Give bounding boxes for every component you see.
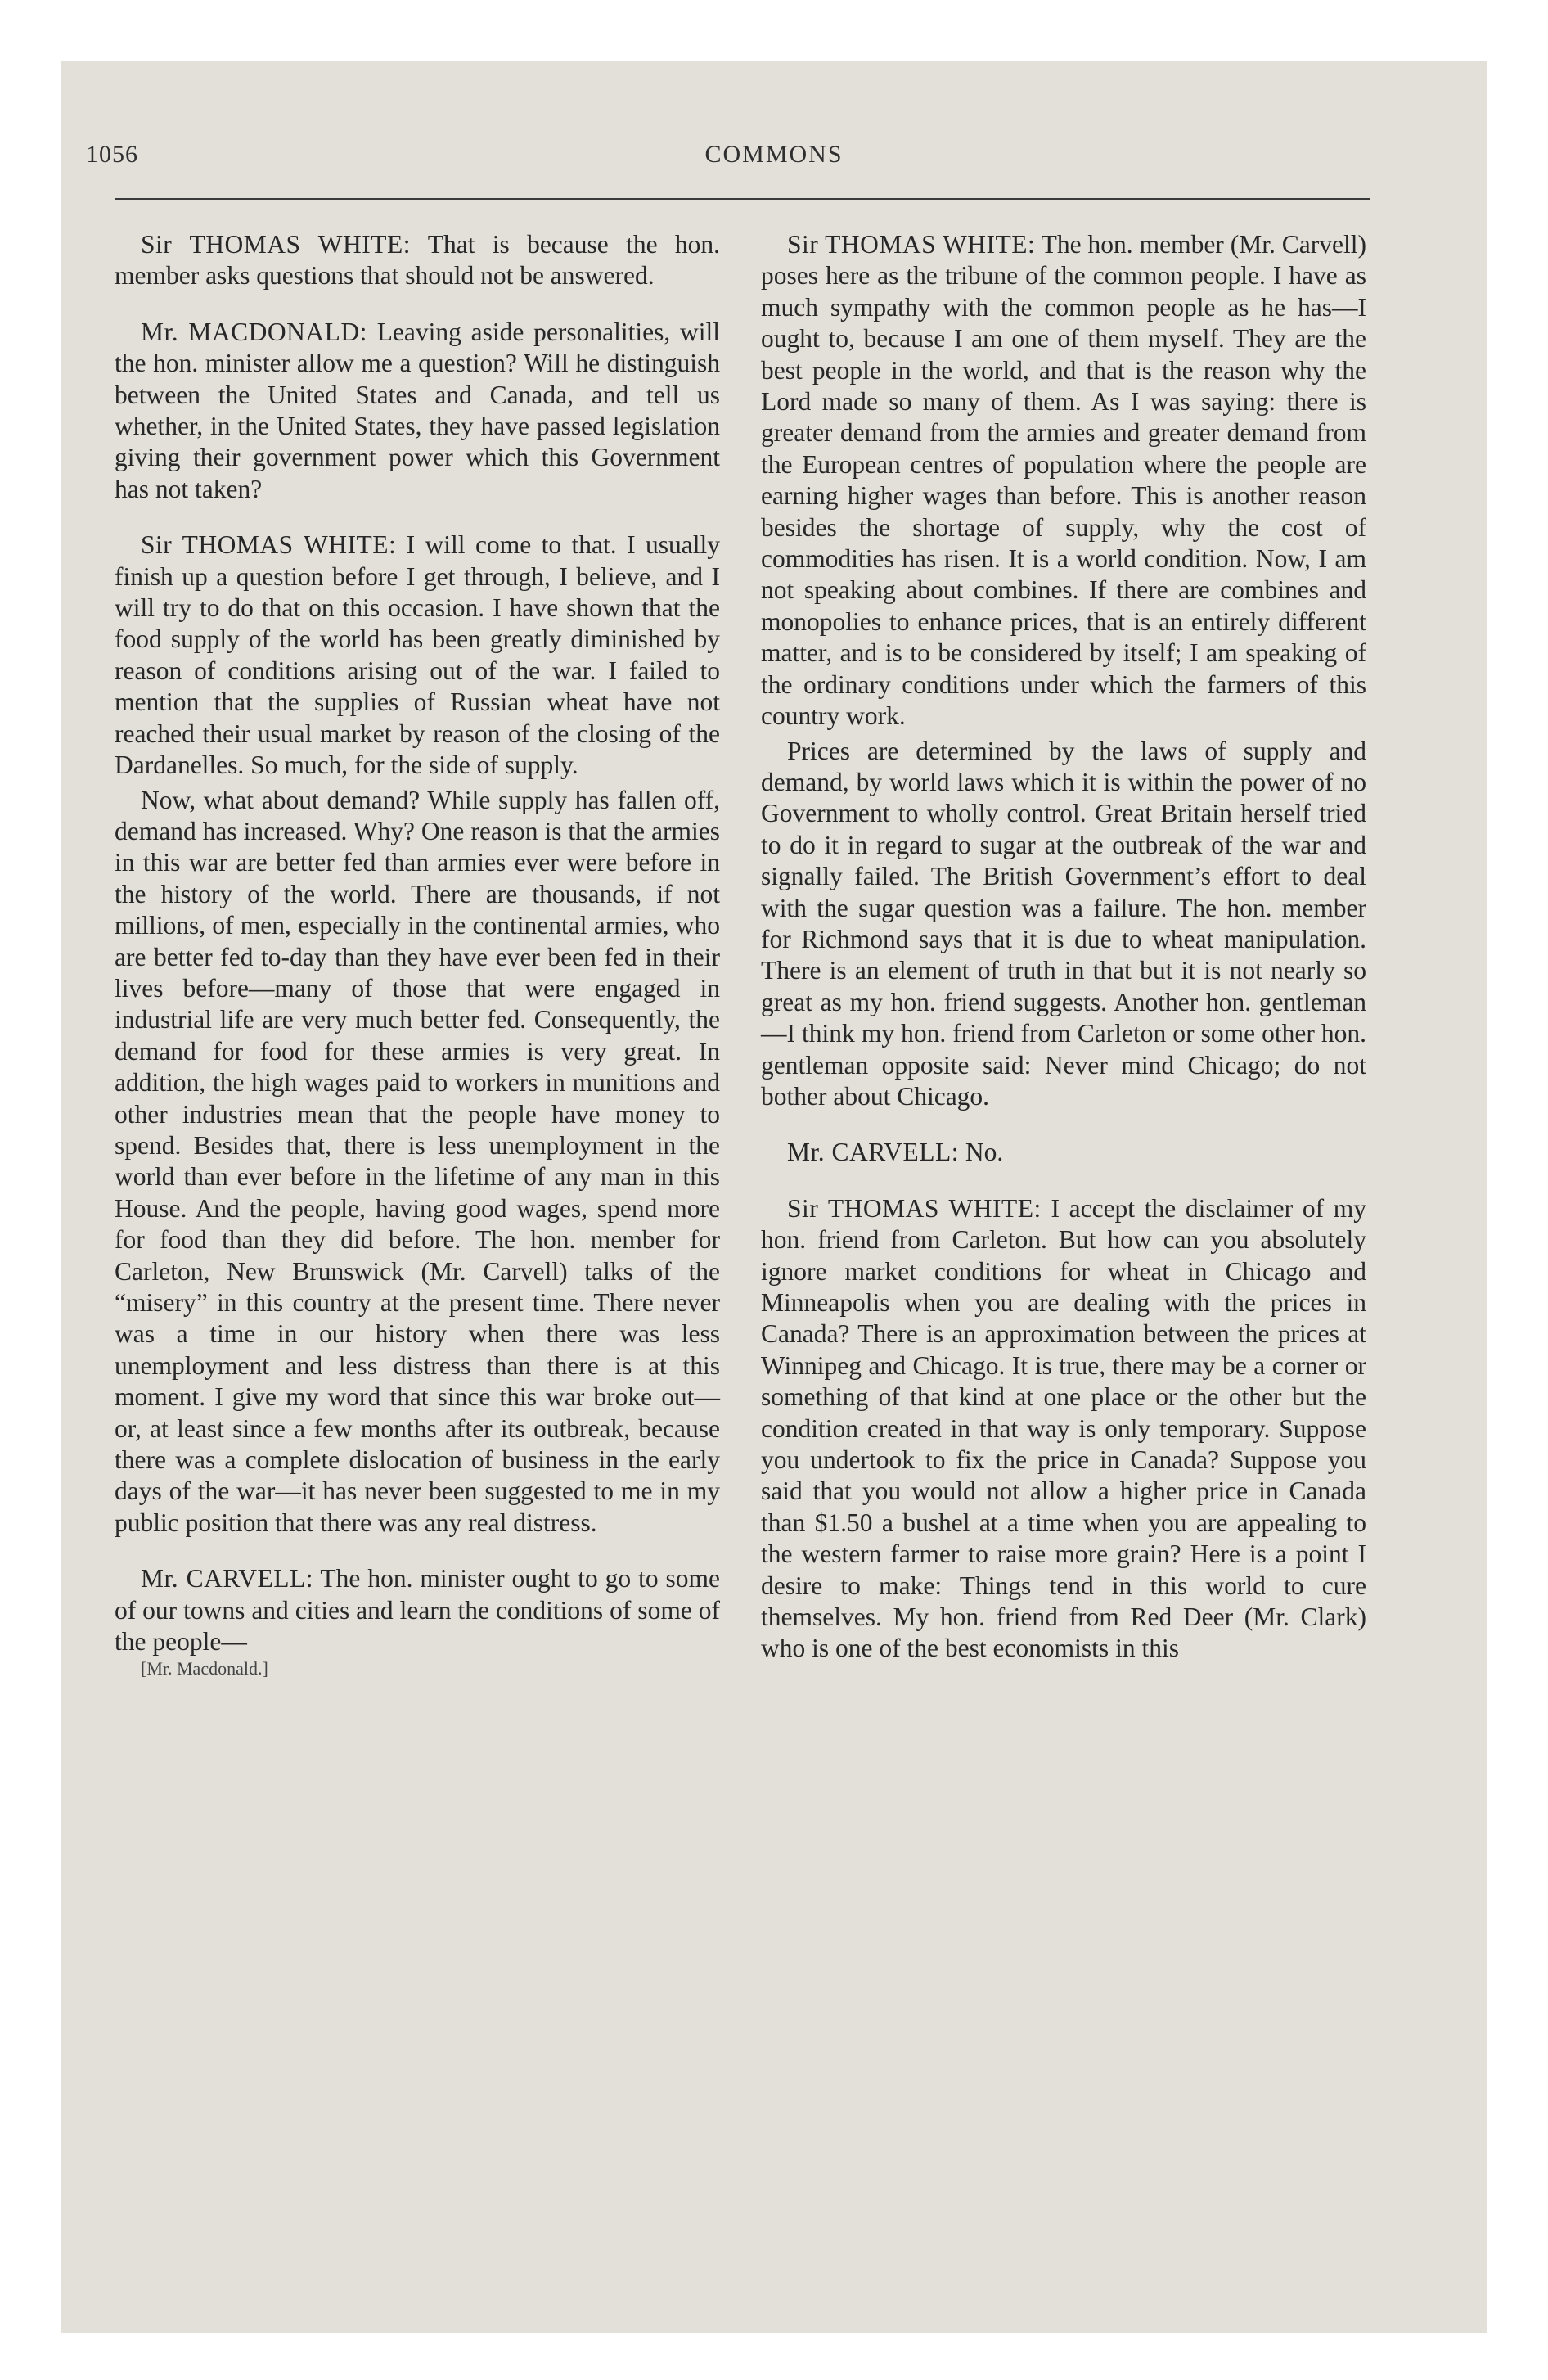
- page-number: 1056: [86, 141, 138, 168]
- speaker-name: Sir THOMAS WHITE:: [787, 230, 1036, 259]
- paragraph-text: The hon. minister ought to go to some of our towns and cities and learn the conditions of some of the people—: [115, 1564, 721, 1657]
- paragraph: [115, 317, 720, 505]
- paragraph: [761, 736, 1366, 1113]
- paragraph: [115, 1563, 720, 1657]
- paragraph: [115, 530, 720, 781]
- speaker-name: Mr. MACDONALD:: [141, 317, 367, 346]
- speaker-name: Sir THOMAS WHITE:: [141, 230, 411, 259]
- paragraph: [761, 1193, 1366, 1665]
- header-rule: [115, 198, 1370, 200]
- paragraph: [115, 229, 720, 292]
- left-column: [115, 229, 720, 1680]
- paragraph-text: That is because the hon. member asks questions that should not be answered.: [115, 230, 720, 291]
- paragraph-text: Leaving aside personalities, will the hon. minister allow me a question? Will he distinguish between the United States and Canada, and tell us whether, in the United States, they have passed legislation giving their government power which this Government has not taken?: [115, 317, 721, 503]
- speaker-name: Mr. CARVELL:: [787, 1138, 959, 1167]
- paragraph: [761, 229, 1366, 732]
- running-head: COMMONS: [704, 141, 844, 168]
- paragraph-text: Prices are determined by the laws of supply and demand, by world laws which it is within the power of no Government to wholly control. Great Britain herself tried to do it in regard to sugar at the outbreak of the war and signally failed. The British Government’s effort to deal with the sugar question was a failure. The hon. member for Richmond says that it is due to wheat manipulation. There is an element of truth in that but it is not nearly so great as my hon. friend suggests. Another hon. gentleman—I think my hon. friend from Carleton or some other hon. gentleman opposite said: Never mind Chicago; do not bother about Chicago.: [761, 736, 1366, 1111]
- paragraph-text: Now, what about demand? While supply has fallen off, demand has increased. Why? One reason is that the armies in this war are better fed than armies ever were before in the history of the world. There are thousands, if not millions, of men, especially in the continental armies, who are better fed to-day than they have ever been fed in their lives before—many of those that were engaged in industrial life are very much better fed. Consequently, the demand for food for these armies is very great. In addition, the high wages paid to workers in munitions and other industries mean that the people have money to spend. Besides that, there is less unemployment in the world than ever before in the lifetime of any man in this House. And the people, having good wages, spend more for food than they did before. The hon. member for Carleton, New Brunswick (Mr. Carvell) talks of the “misery” in this country at the present time. There never was a time in our history when there was less unemployment and less distress than there is at this moment. I give my word that since this war broke out—or, at least since a few months after its outbreak, because there was a complete dislocation of business in the early days of the war—it has never been suggested to me in my public position that there was any real distress.: [115, 785, 720, 1537]
- paragraph: [761, 1137, 1366, 1168]
- page-footer-note: [Mr. Macdonald.]: [141, 1658, 268, 1679]
- paragraph: [115, 785, 720, 1539]
- right-column: [761, 229, 1366, 1665]
- paragraph-text: I accept the disclaimer of my hon. friend from Carleton. But how can you absolutely ignore market conditions for wheat in Chicago and Minneapolis when you are dealing with the prices in Canada? There is an approximation between the prices at Winnipeg and Chicago. It is true, there may be a corner or something of that kind at one place or the other but the condition created in that way is only temporary. Suppose you undertook to fix the price in Canada? Suppose you said that you would not allow a higher price in Canada than $1.50 a bushel at a time when you are appealing to the western farmer to raise more grain? Here is a point I desire to make: Things tend in this world to cure themselves. My hon. friend from Red Deer (Mr. Clark) who is one of the best economists in this: [761, 1193, 1367, 1663]
- speaker-name: Mr. CARVELL:: [141, 1564, 314, 1593]
- paragraph-text: The hon. member (Mr. Carvell) poses here as the tribune of the common people. I have as much sympathy with the common people as he has—I ought to, because I am one of them myself. They are the best people in the world, and that is the reason why the Lord made so many of them. As I was saying: there is greater demand from the armies and greater demand from the European centres of population where the people are earning higher wages than before. This is another reason besides the shortage of supply, why the cost of commodities has risen. It is a world condition. Now, I am not speaking about combines. If there are combines and monopolies to enhance prices, that is an entirely different matter, and is to be considered by itself; I am speaking of the ordinary conditions under which the farmers of this country work.: [761, 230, 1367, 731]
- speaker-name: Sir THOMAS WHITE:: [787, 1193, 1042, 1223]
- paragraph-text: I will come to that. I usually finish up a question before I get through, I believe, and I will try to do that on this occasion. I have shown that the food supply of the world has been greatly diminished by reason of conditions arising out of the war. I failed to mention that the supplies of Russian wheat have not reached their usual market by reason of the closing of the Dardanelles. So much, for the side of supply.: [115, 530, 721, 780]
- speaker-name: Sir THOMAS WHITE:: [141, 530, 397, 560]
- paragraph-text: No.: [965, 1138, 1004, 1167]
